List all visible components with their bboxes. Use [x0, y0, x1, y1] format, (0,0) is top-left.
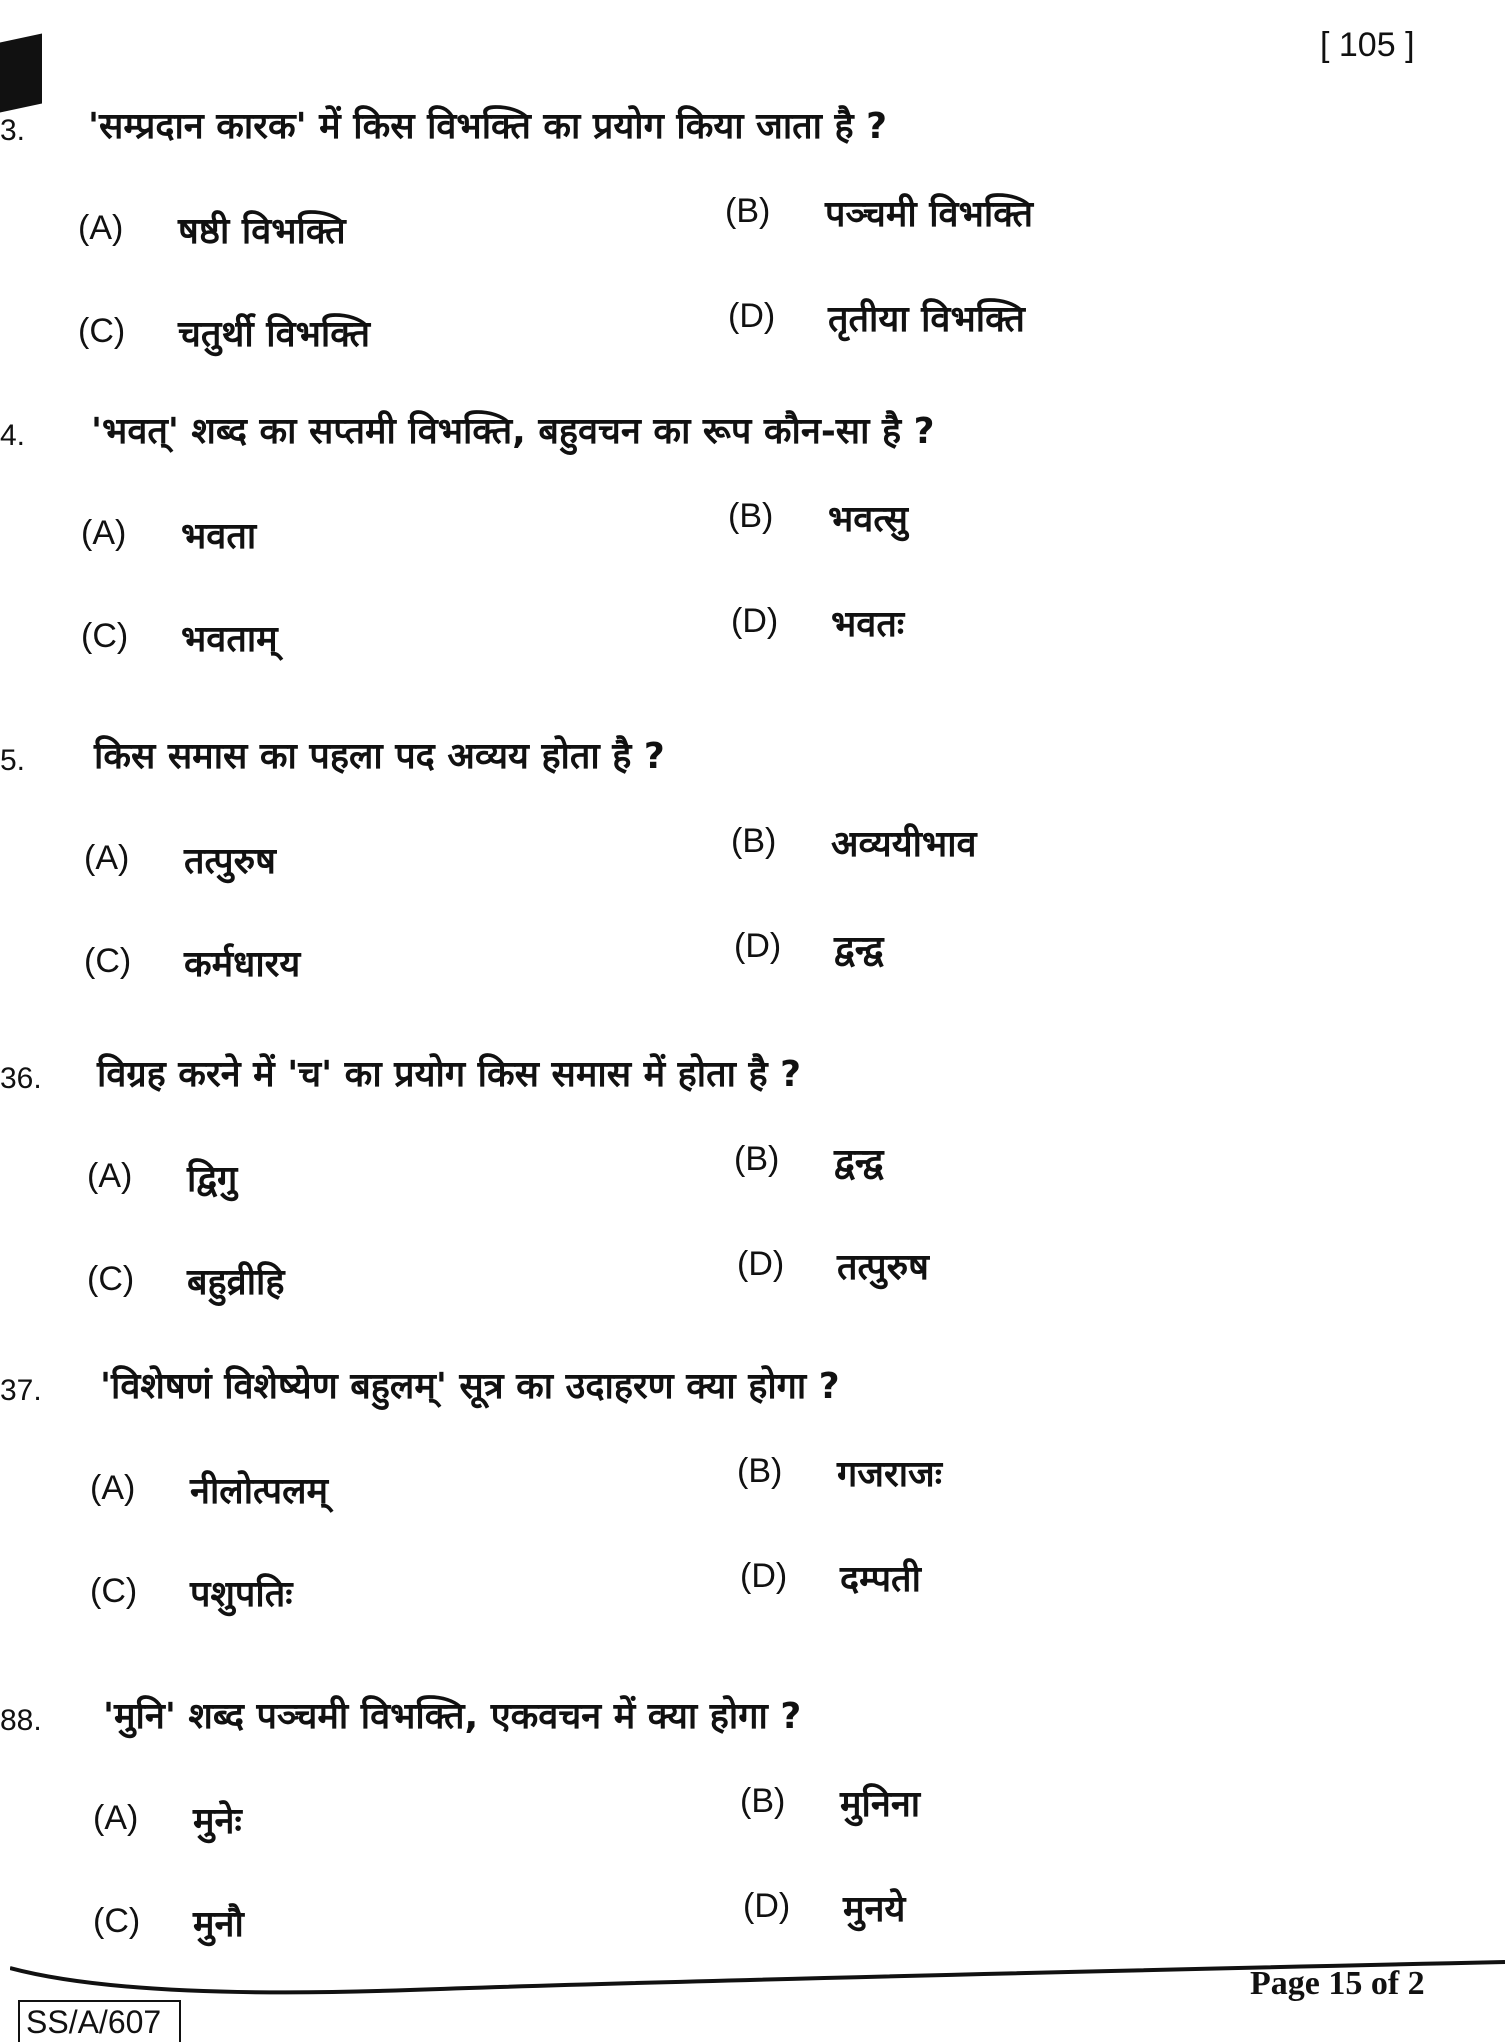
question-number: 88. [0, 1704, 42, 1737]
option-label: (D) [740, 1557, 788, 1595]
option-label: (C) [84, 942, 132, 980]
option-label: (B) [725, 192, 771, 230]
page-of: Page 15 of 2 [1250, 1965, 1425, 2002]
question-text: 'मुनि' शब्द पञ्चमी विभक्ति, एकवचन में क्या होगा ? [103, 1696, 802, 1737]
option-label: (D) [734, 927, 782, 965]
option-text: पशुपतिः [190, 1574, 293, 1615]
option-label: (B) [731, 822, 777, 860]
option-text: भवतः [831, 604, 905, 645]
paper-code: SS/A/607 [18, 2000, 181, 2042]
question-number: 36. [0, 1062, 42, 1095]
option-label: (B) [737, 1452, 783, 1490]
page-number: [ 105 ] [1320, 26, 1415, 64]
option-label: (A) [78, 209, 124, 247]
option-text: तत्पुरुष [837, 1247, 929, 1288]
question-text: 'विशेषणं विशेष्येण बहुलम्' सूत्र का उदाहरण क्या होगा ? [100, 1366, 840, 1407]
option-label: (A) [93, 1799, 139, 1837]
option-text: द्विगु [187, 1159, 238, 1200]
option-text: भवता [181, 516, 257, 557]
question-text: 'सम्प्रदान कारक' में किस विभक्ति का प्रयोग किया जाता है ? [88, 106, 888, 147]
question-number: 5. [0, 744, 26, 777]
option-label: (C) [81, 617, 129, 655]
option-text: बहुव्रीहि [187, 1262, 285, 1303]
option-text: द्वन्द्व [834, 929, 884, 970]
option-text: गजराजः [837, 1454, 943, 1495]
question-number: 4. [0, 419, 26, 452]
option-text: अव्ययीभाव [831, 824, 977, 865]
option-label: (D) [743, 1887, 791, 1925]
option-label: (D) [737, 1245, 785, 1283]
option-text: मुनौ [193, 1904, 244, 1945]
option-label: (C) [93, 1902, 141, 1940]
option-label: (A) [87, 1157, 133, 1195]
option-label: (B) [740, 1782, 786, 1820]
option-text: चतुर्थी विभक्ति [178, 314, 371, 355]
option-label: (C) [90, 1572, 138, 1610]
question-text: विग्रह करने में 'च' का प्रयोग किस समास में होता है ? [97, 1054, 801, 1095]
option-label: (A) [81, 514, 127, 552]
option-label: (A) [84, 839, 130, 877]
option-text: तृतीया विभक्ति [828, 299, 1025, 340]
option-label: (D) [731, 602, 779, 640]
option-text: द्वन्द्व [834, 1142, 884, 1183]
option-label: (B) [728, 497, 774, 535]
question-text: किस समास का पहला पद अव्यय होता है ? [94, 736, 665, 777]
option-text: पञ्चमी विभक्ति [825, 194, 1034, 235]
option-label: (B) [734, 1140, 780, 1178]
option-text: षष्ठी विभक्ति [178, 211, 346, 252]
option-text: कर्मधारय [184, 944, 301, 985]
option-text: भवत्सु [828, 499, 908, 540]
option-text: मुनेः [193, 1801, 242, 1842]
option-text: मुनये [843, 1889, 906, 1930]
option-label: (A) [90, 1469, 136, 1507]
option-text: भवताम् [181, 619, 278, 660]
option-text: नीलोत्पलम् [190, 1471, 329, 1512]
option-label: (C) [78, 312, 126, 350]
question-number: 3. [0, 114, 26, 147]
question-number: 37. [0, 1374, 42, 1407]
question-text: 'भवत्' शब्द का सप्तमी विभक्ति, बहुवचन का रूप कौन-सा है ? [91, 411, 935, 452]
option-text: दम्पती [840, 1559, 921, 1600]
option-text: मुनिना [840, 1784, 921, 1825]
corner-mark [0, 34, 42, 113]
option-label: (D) [728, 297, 776, 335]
option-label: (C) [87, 1260, 135, 1298]
option-text: तत्पुरुष [184, 841, 276, 882]
